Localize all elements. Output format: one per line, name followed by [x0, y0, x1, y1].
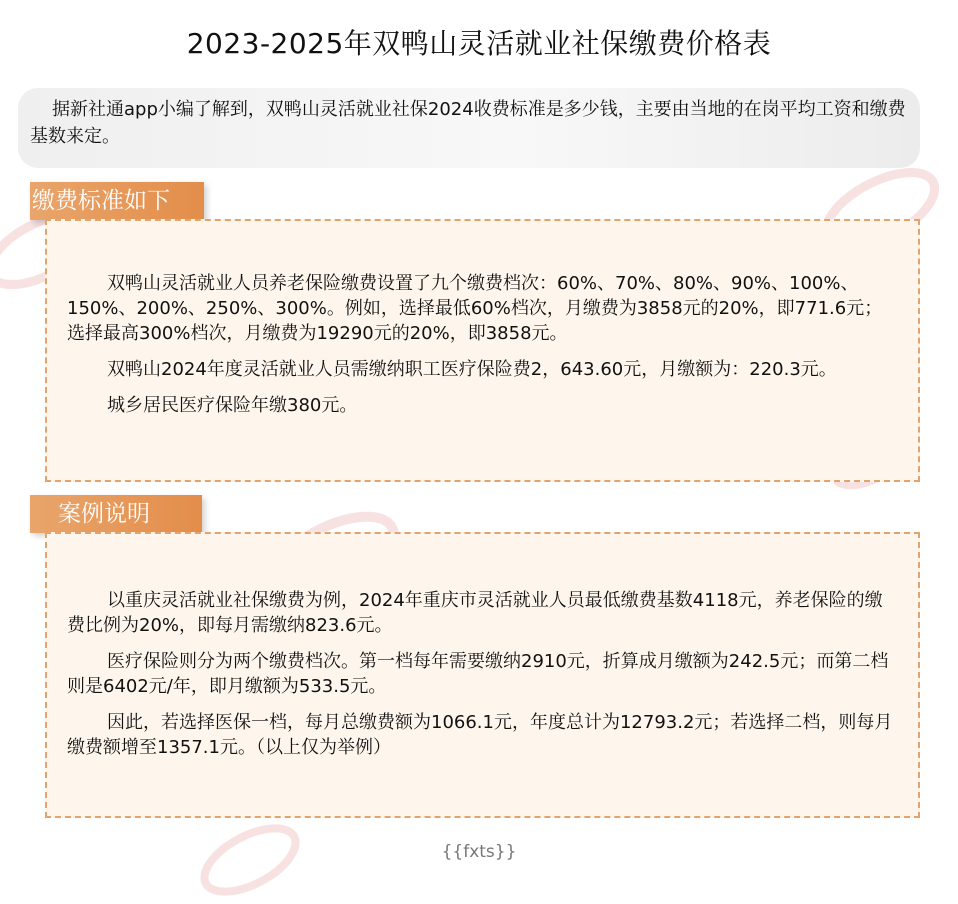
section-heading-standard: 缴费标准如下: [30, 182, 204, 220]
paragraph: 双鸭山2024年度灵活就业人员需缴纳职工医疗保险费2，643.60元，月缴额为：220.3元。: [107, 359, 837, 380]
page-title: 2023-2025年双鸭山灵活就业社保缴费价格表: [186, 27, 772, 60]
section-panel-example: [45, 532, 920, 818]
paragraph: 城乡居民医疗保险年缴380元。: [107, 395, 358, 416]
paragraph: 因此，若选择医保一档，每月总缴费额为1066.1元，年度总计为12793.2元；若选择二档，则每月缴费额增至1357.1元。（以上仅为举例）: [67, 712, 893, 758]
footer-placeholder: {{fxts}}: [441, 842, 517, 862]
intro-box: [18, 88, 920, 168]
section-panel-standard: [45, 219, 920, 482]
section-heading-example: 案例说明: [30, 495, 202, 533]
paragraph: 医疗保险则分为两个缴费档次。第一档每年需要缴纳2910元，折算成月缴额为242.5元；而第二档则是6402元/年，即月缴额为533.5元。: [67, 651, 889, 697]
paragraph: 以重庆灵活就业社保缴费为例，2024年重庆市灵活就业人员最低缴费基数4118元，养老保险的缴费比例为20%，即每月需缴纳823.6元。: [67, 590, 883, 636]
paragraph: 双鸭山灵活就业人员养老保险缴费设置了九个缴费档次：60%、70%、80%、90%、100%、150%、200%、250%、300%。例如，选择最低60%档次，月缴费为3858元的20%，即771.6元；选择最高300%档次，月缴费为19290元的20%，即3858元。: [67, 273, 883, 344]
intro-text: 据新社通app小编了解到，双鸭山灵活就业社保2024收费标准是多少钱，主要由当地的在岗平均工资和缴费基数来定。: [30, 99, 906, 147]
